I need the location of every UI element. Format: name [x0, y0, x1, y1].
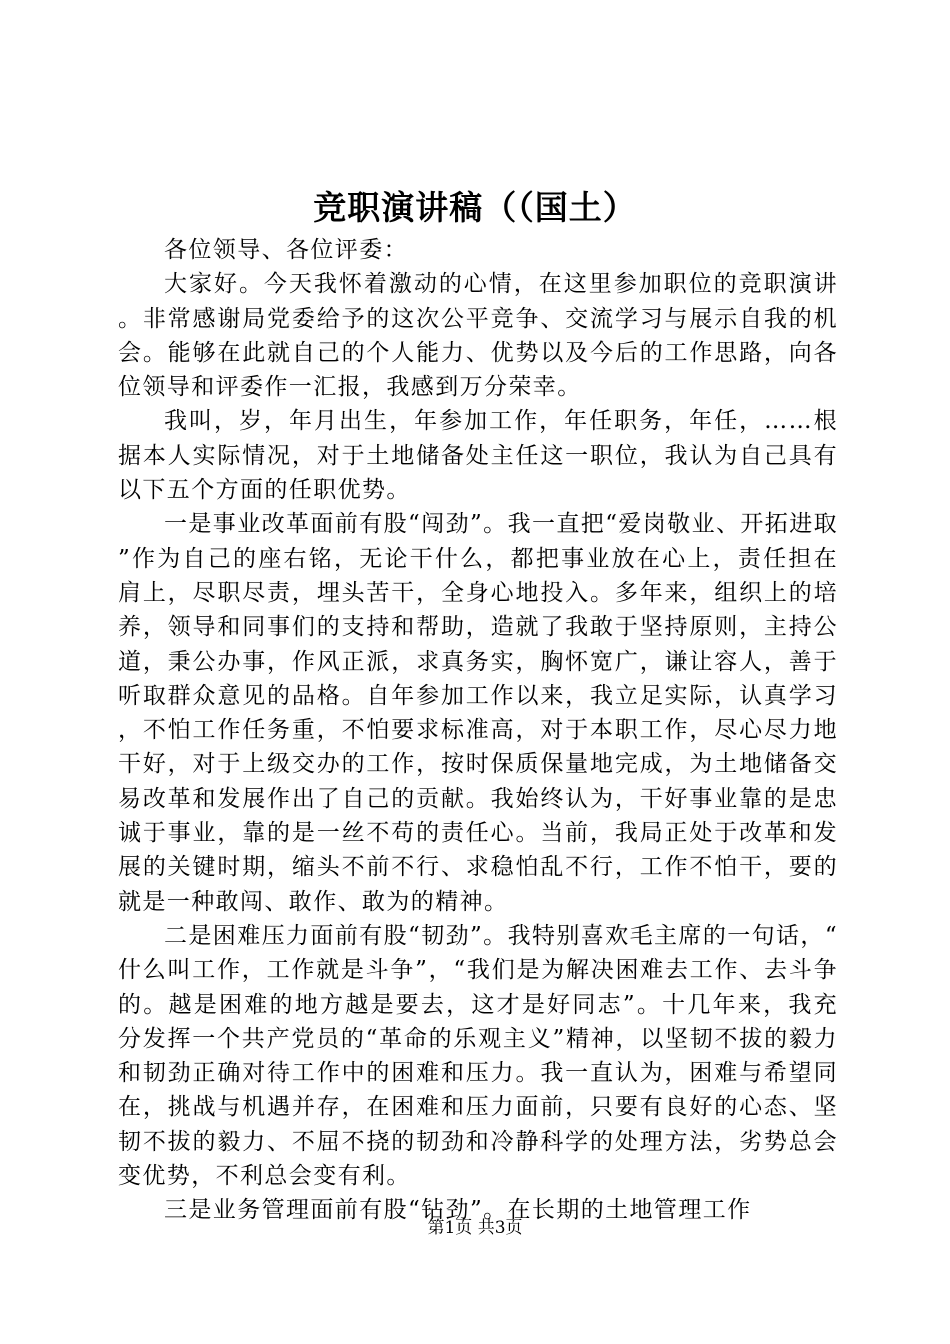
document-body — [118, 233, 838, 1228]
paragraph-greeting: 大家好。今天我怀着激动的心情，在这里参加职位的竞职演讲。非常感谢局党委给予的这次公平竞争、交流学习与展示自我的机会。能够在此就自己的个人能力、优势以及今后的工作思路，向各位领导和评委作一汇报，我感到万分荣幸。 — [118, 271, 838, 401]
page-number-footer: 第1页 共3页 — [427, 1218, 523, 1238]
paragraph-salutation: 各位领导、各位评委： — [164, 237, 408, 263]
paragraph-advantage-two: 二是困难压力面前有股“韧劲”。我特别喜欢毛主席的一句话，“什么叫工作，工作就是斗争”，“我们是为解决困难去工作、去斗争的。越是困难的地方越是要去，这才是好同志”。十几年来，我充分发挥一个共产党员的“革命的乐观主义”精神，以坚韧不拔的毅力和韧劲正确对待工作中的困难和压力。我一直认为，困难与希望同在，挑战与机遇并存，在困难和压力面前，只要有良好的心态、坚韧不拔的毅力、不屈不挠的韧劲和冷静科学的处理方法，劣势总会变优势，不利总会变有利。 — [118, 922, 838, 1190]
document-title: 竞职演讲稿（（国土） — [313, 188, 637, 227]
paragraph-self-introduction: 我叫，岁，年月出生，年参加工作，年任职务，年任，……根据本人实际情况，对于土地储备处主任这一职位，我认为自己具有以下五个方面的任职优势。 — [118, 408, 838, 504]
paragraph-advantage-one: 一是事业改革面前有股“闯劲”。我一直把“爱岗敬业、开拓进取”作为自己的座右铭，无论干什么，都把事业放在心上，责任担在肩上，尽职尽责，埋头苦干，全身心地投入。多年来，组织上的培养，领导和同事们的支持和帮助，造就了我敢于坚持原则，主持公道，秉公办事，作风正派，求真务实，胸怀宽广，谦让容人，善于听取群众意见的品格。自年参加工作以来，我立足实际，认真学习，不怕工作任务重，不怕要求标准高，对于本职工作，尽心尽力地干好，对于上级交办的工作，按时保质保量地完成，为土地储备交易改革和发展作出了自己的贡献。我始终认为，干好事业靠的是忠诚于事业，靠的是一丝不苟的责任心。当前，我局正处于改革和发展的关键时期，缩头不前不行、求稳怕乱不行，工作不怕干，要的就是一种敢闯、敢作、敢为的精神。 — [118, 511, 838, 915]
paragraph-advantage-three: 三是业务管理面前有股“钻劲”。在长期的土地管理工作 — [164, 1197, 752, 1224]
